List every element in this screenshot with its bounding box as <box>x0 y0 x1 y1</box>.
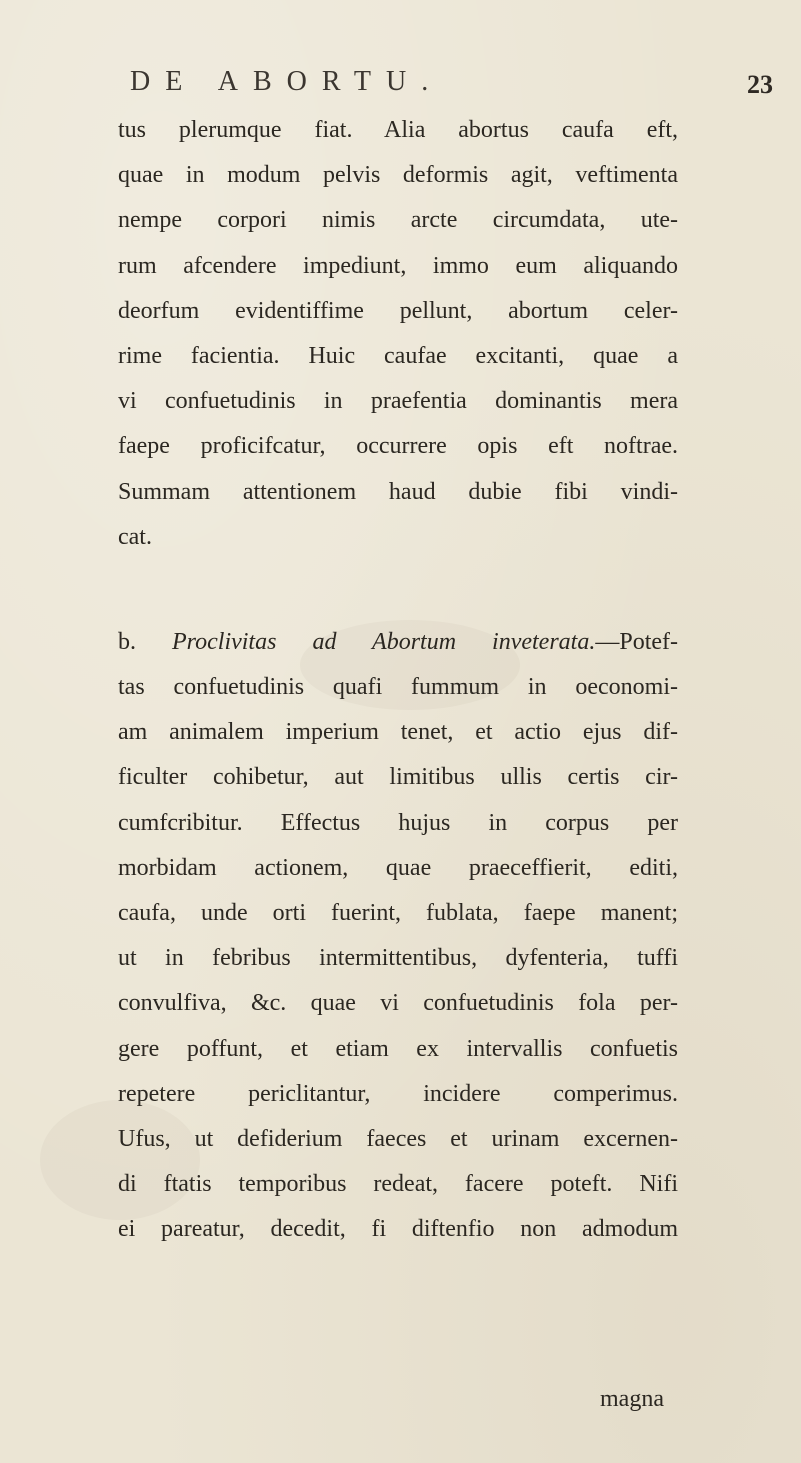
section-label: b. <box>118 628 136 655</box>
text-line: Summam attentionem haud dubie fibi vindi- <box>118 478 678 505</box>
text-line: quae in modum pelvis deformis agit, veftimenta <box>118 162 678 189</box>
section-heading: Proclivitas ad Abortum inveterata. <box>172 628 596 655</box>
text-line: cumfcribitur. Effectus hujus in corpus per <box>118 809 678 836</box>
text-line: repetere periclitantur, incidere comperimus. <box>118 1080 678 1107</box>
text-line: ficulter cohibetur, aut limitibus ullis certis cir- <box>118 764 678 791</box>
paragraph-gap <box>118 560 678 620</box>
text-line: caufa, unde orti fuerint, fublata, faepe manent; <box>118 900 678 926</box>
text-line: tus plerumque fiat. Alia abortus caufa eft, <box>118 117 678 143</box>
page-header <box>0 62 801 106</box>
text-line: am animalem imperium tenet, et actio ejus dif- <box>118 719 678 746</box>
page-number: 23 <box>747 70 773 99</box>
text-line: rime facientia. Huic caufae excitanti, quae a <box>118 342 678 369</box>
text-line: ut in febribus intermittentibus, dyfenteria, tuffi <box>118 945 678 972</box>
text-line: tas confuetudinis quafi fummum in oeconomi- <box>118 674 678 701</box>
text-line: faepe proficifcatur, occurrere opis eft noftrae. <box>118 433 678 460</box>
paragraph-1 <box>118 108 678 560</box>
paragraph-2 <box>118 620 678 1253</box>
text-line: nempe corpori nimis arcte circumdata, ute- <box>118 207 678 234</box>
text-line: cat. <box>118 523 152 550</box>
text-line: ei pareatur, decedit, fi diftenfio non admodum <box>118 1216 678 1243</box>
text-line: gere poffunt, et etiam ex intervallis confuetis <box>118 1035 678 1062</box>
text-line: vi confuetudinis in praefentia dominantis mera <box>118 388 678 415</box>
text-line: deorfum evidentiffime pellunt, abortum celer- <box>118 297 678 324</box>
text-line: di ftatis temporibus redeat, facere poteft. Nifi <box>118 1171 678 1198</box>
section-heading-line <box>118 620 678 665</box>
text-line: Ufus, ut defiderium faeces et urinam excernen- <box>118 1125 678 1152</box>
text-line: rum afcendere impediunt, immo eum aliquando <box>118 252 678 279</box>
running-title: DE ABORTU. <box>130 66 444 97</box>
body-text <box>118 108 678 1253</box>
heading-continuation: —Potef- <box>595 628 678 655</box>
text-line: convulfiva, &c. quae vi confuetudinis fola per- <box>118 990 678 1017</box>
text-line: morbidam actionem, quae praeceffierit, editi, <box>118 854 678 881</box>
catchword: magna <box>600 1386 664 1412</box>
